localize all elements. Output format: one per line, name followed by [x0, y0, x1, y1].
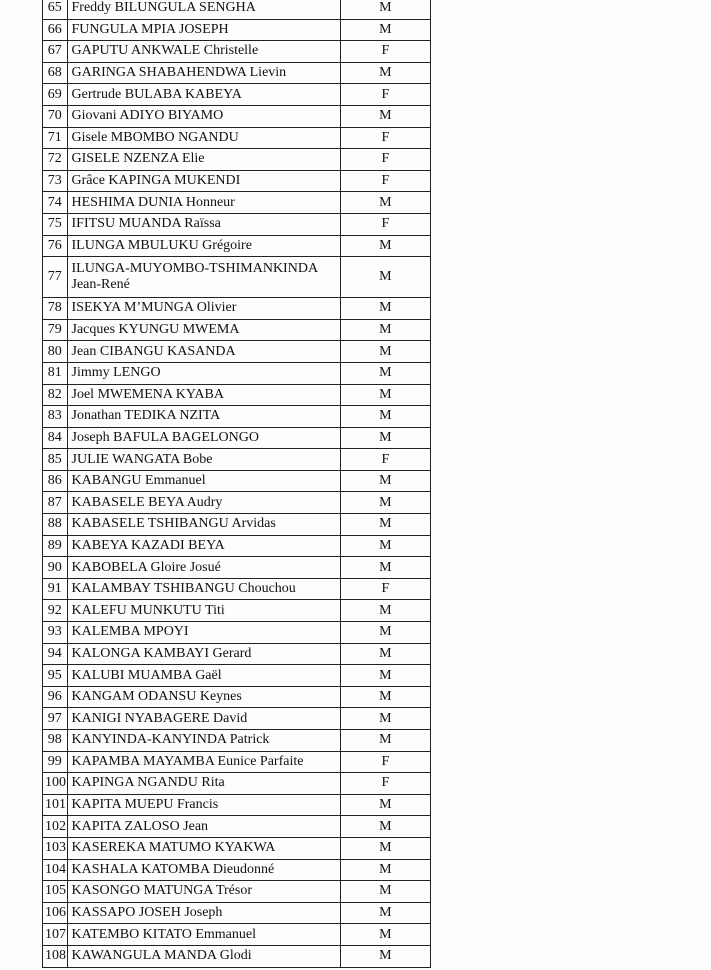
sex-code: M [340, 427, 430, 449]
table-row [43, 773, 431, 795]
table-row [43, 557, 431, 579]
sex-code: M [340, 622, 430, 644]
person-name: JULIE WANGATA Bobe [67, 449, 340, 471]
person-name: IFITSU MUANDA Raïssa [67, 213, 340, 235]
sex-code: M [340, 557, 430, 579]
row-number: 72 [43, 149, 68, 171]
row-number: 107 [43, 924, 68, 946]
table-row [43, 730, 431, 752]
table-row [43, 384, 431, 406]
person-name: KANIGI NYABAGERE David [67, 708, 340, 730]
sex-code: M [340, 192, 430, 214]
sex-code: M [340, 708, 430, 730]
row-number: 68 [43, 62, 68, 84]
person-name: KAPAMBA MAYAMBA Eunice Parfaite [67, 751, 340, 773]
sex-code: F [340, 84, 430, 106]
table-row [43, 643, 431, 665]
sex-code: M [340, 881, 430, 903]
person-name: Grâce KAPINGA MUKENDI [67, 170, 340, 192]
row-number: 65 [43, 0, 68, 19]
table-row [43, 19, 431, 41]
row-number: 75 [43, 213, 68, 235]
row-number: 80 [43, 341, 68, 363]
row-number: 92 [43, 600, 68, 622]
table-row [43, 837, 431, 859]
table-row [43, 514, 431, 536]
person-name: KAPITA ZALOSO Jean [67, 816, 340, 838]
row-number: 73 [43, 170, 68, 192]
person-name: Jean CIBANGU KASANDA [67, 341, 340, 363]
row-number: 104 [43, 859, 68, 881]
person-name: KALEFU MUNKUTU Titi [67, 600, 340, 622]
table-row [43, 41, 431, 63]
person-name: Gisele MBOMBO NGANDU [67, 127, 340, 149]
table-row [43, 924, 431, 946]
person-name: KABOBELA Gloire Josué [67, 557, 340, 579]
sex-code: M [340, 492, 430, 514]
sex-code: M [340, 859, 430, 881]
row-number: 88 [43, 514, 68, 536]
table-row [43, 341, 431, 363]
table-row [43, 319, 431, 341]
sex-code: F [340, 41, 430, 63]
table-row [43, 535, 431, 557]
sex-code: M [340, 837, 430, 859]
sex-code: F [340, 773, 430, 795]
sex-code: M [340, 730, 430, 752]
row-number: 90 [43, 557, 68, 579]
sex-code: M [340, 600, 430, 622]
row-number: 87 [43, 492, 68, 514]
sex-code: M [340, 298, 430, 320]
person-name: KAPITA MUEPU Francis [67, 794, 340, 816]
row-number: 98 [43, 730, 68, 752]
sex-code: F [340, 449, 430, 471]
table-row [43, 449, 431, 471]
row-number: 66 [43, 19, 68, 41]
sex-code: F [340, 213, 430, 235]
person-name: Joseph BAFULA BAGELONGO [67, 427, 340, 449]
person-name: KATEMBO KITATO Emmanuel [67, 924, 340, 946]
row-number: 108 [43, 945, 68, 967]
person-name: KABASELE TSHIBANGU Arvidas [67, 514, 340, 536]
row-number: 103 [43, 837, 68, 859]
sex-code: M [340, 235, 430, 257]
table-row [43, 470, 431, 492]
sex-code: M [340, 643, 430, 665]
person-name: FUNGULA MPIA JOSEPH [67, 19, 340, 41]
table-row [43, 600, 431, 622]
sex-code: M [340, 514, 430, 536]
row-number: 94 [43, 643, 68, 665]
table-row [43, 170, 431, 192]
table-row [43, 859, 431, 881]
roster-table [42, 0, 431, 968]
person-name: KABEYA KAZADI BEYA [67, 535, 340, 557]
roster-table-body [43, 0, 431, 967]
sex-code: M [340, 816, 430, 838]
row-number: 70 [43, 105, 68, 127]
person-name: Gertrude BULABA KABEYA [67, 84, 340, 106]
sex-code: M [340, 535, 430, 557]
person-name: KASSAPO JOSEH Joseph [67, 902, 340, 924]
row-number: 106 [43, 902, 68, 924]
table-row [43, 816, 431, 838]
sex-code: M [340, 470, 430, 492]
table-row [43, 686, 431, 708]
person-name: Jacques KYUNGU MWEMA [67, 319, 340, 341]
person-name: GAPUTU ANKWALE Christelle [67, 41, 340, 63]
row-number: 86 [43, 470, 68, 492]
person-name: KAPINGA NGANDU Rita [67, 773, 340, 795]
sex-code: M [340, 686, 430, 708]
table-row [43, 492, 431, 514]
table-row [43, 0, 431, 19]
table-row [43, 427, 431, 449]
table-row [43, 105, 431, 127]
person-name: KANYINDA-KANYINDA Patrick [67, 730, 340, 752]
person-name: GARINGA SHABAHENDWA Lievin [67, 62, 340, 84]
sex-code: F [340, 751, 430, 773]
person-name: KANGAM ODANSU Keynes [67, 686, 340, 708]
person-name: ISEKYA M’MUNGA Olivier [67, 298, 340, 320]
sex-code: F [340, 170, 430, 192]
row-number: 83 [43, 406, 68, 428]
person-name: KALEMBA MPOYI [67, 622, 340, 644]
sex-code: M [340, 406, 430, 428]
row-number: 84 [43, 427, 68, 449]
table-row [43, 257, 431, 298]
table-row [43, 945, 431, 967]
person-name: KASONGO MATUNGA Trésor [67, 881, 340, 903]
table-row [43, 708, 431, 730]
row-number: 71 [43, 127, 68, 149]
sex-code: F [340, 578, 430, 600]
sex-code: M [340, 362, 430, 384]
row-number: 105 [43, 881, 68, 903]
table-row [43, 192, 431, 214]
table-row [43, 406, 431, 428]
sex-code: M [340, 319, 430, 341]
row-number: 77 [43, 257, 68, 298]
person-name: ILUNGA-MUYOMBO-TSHIMANKINDA Jean-René [67, 257, 340, 298]
sex-code: M [340, 924, 430, 946]
table-row [43, 665, 431, 687]
person-name: KALONGA KAMBAYI Gerard [67, 643, 340, 665]
table-row [43, 751, 431, 773]
person-name: KALAMBAY TSHIBANGU Chouchou [67, 578, 340, 600]
sex-code: M [340, 902, 430, 924]
person-name: HESHIMA DUNIA Honneur [67, 192, 340, 214]
row-number: 102 [43, 816, 68, 838]
person-name: Joel MWEMENA KYABA [67, 384, 340, 406]
table-row [43, 62, 431, 84]
row-number: 101 [43, 794, 68, 816]
row-number: 100 [43, 773, 68, 795]
sex-code: M [340, 0, 430, 19]
table-row [43, 213, 431, 235]
row-number: 99 [43, 751, 68, 773]
table-row [43, 84, 431, 106]
sex-code: M [340, 665, 430, 687]
row-number: 89 [43, 535, 68, 557]
person-name: KABASELE BEYA Audry [67, 492, 340, 514]
row-number: 91 [43, 578, 68, 600]
table-row [43, 578, 431, 600]
row-number: 97 [43, 708, 68, 730]
row-number: 74 [43, 192, 68, 214]
row-number: 78 [43, 298, 68, 320]
row-number: 76 [43, 235, 68, 257]
row-number: 67 [43, 41, 68, 63]
sex-code: M [340, 257, 430, 298]
sex-code: M [340, 945, 430, 967]
person-name: KALUBI MUAMBA Gaël [67, 665, 340, 687]
row-number: 96 [43, 686, 68, 708]
sex-code: F [340, 127, 430, 149]
person-name: Giovani ADIYO BIYAMO [67, 105, 340, 127]
row-number: 85 [43, 449, 68, 471]
sex-code: M [340, 384, 430, 406]
row-number: 95 [43, 665, 68, 687]
sex-code: F [340, 149, 430, 171]
table-row [43, 362, 431, 384]
person-name: ILUNGA MBULUKU Grégoire [67, 235, 340, 257]
table-row [43, 881, 431, 903]
person-name: KASHALA KATOMBA Dieudonné [67, 859, 340, 881]
table-row [43, 298, 431, 320]
person-name: KABANGU Emmanuel [67, 470, 340, 492]
person-name: KAWANGULA MANDA Glodi [67, 945, 340, 967]
person-name: GISELE NZENZA Elie [67, 149, 340, 171]
table-row [43, 622, 431, 644]
sex-code: M [340, 105, 430, 127]
row-number: 69 [43, 84, 68, 106]
table-row [43, 902, 431, 924]
sex-code: M [340, 62, 430, 84]
person-name: Freddy BILUNGULA SENGHA [67, 0, 340, 19]
table-row [43, 149, 431, 171]
table-row [43, 127, 431, 149]
person-name: Jonathan TEDIKA NZITA [67, 406, 340, 428]
person-name: Jimmy LENGO [67, 362, 340, 384]
sex-code: M [340, 341, 430, 363]
person-name: KASEREKA MATUMO KYAKWA [67, 837, 340, 859]
sex-code: M [340, 794, 430, 816]
sex-code: M [340, 19, 430, 41]
row-number: 82 [43, 384, 68, 406]
table-row [43, 794, 431, 816]
table-row [43, 235, 431, 257]
row-number: 79 [43, 319, 68, 341]
row-number: 81 [43, 362, 68, 384]
row-number: 93 [43, 622, 68, 644]
